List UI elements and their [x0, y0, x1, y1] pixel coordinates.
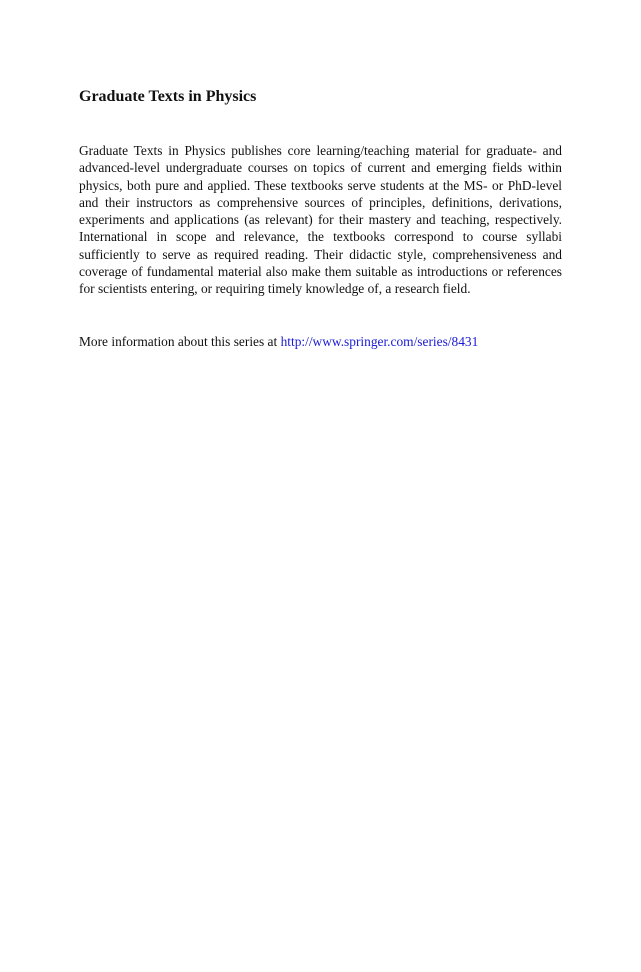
- more-info-label: More information about this series at: [79, 333, 281, 349]
- more-info-line: [79, 333, 562, 350]
- series-description: Graduate Texts in Physics publishes core learning/teaching material for graduate- and advanced-level undergraduate courses on topics of current and emerging fields within physics, both pure and applied. These textbooks serve students at the MS- or PhD-level and their instructors as comprehensive sources of principles, definitions, derivations, experiments and applications (as relevant) for their mastery and teaching, respectively. International in scope and relevance, the textbooks correspond to course syllabi sufficiently to serve as required reading. Their didactic style, comprehensiveness and coverage of fundamental material also make them suitable as introductions or references for scientists entering, or requiring timely knowledge of, a research field.: [79, 143, 562, 297]
- series-link[interactable]: http://www.springer.com/series/8431: [280, 333, 479, 349]
- page-content: [79, 86, 562, 350]
- page-title: Graduate Texts in Physics: [79, 88, 257, 105]
